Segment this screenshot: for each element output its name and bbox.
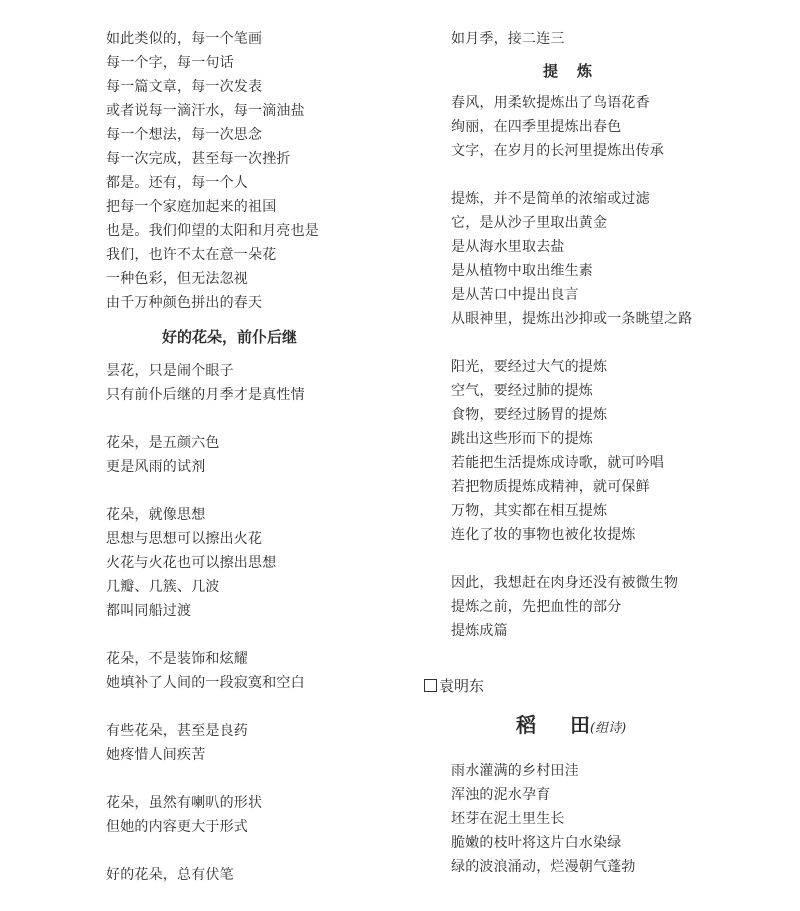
stanza-gap	[106, 479, 406, 503]
poem-line: 阳光，要经过大气的提炼	[451, 359, 608, 375]
poem-line: 从眼神里，提炼出沙抑或一条眺望之路	[451, 311, 693, 327]
poem-line: 提炼成篇	[451, 623, 508, 639]
author-byline	[424, 676, 484, 696]
poem-line: 跳出这些形而下的提炼	[451, 431, 593, 447]
poem-line: 提炼之前，先把血性的部分	[451, 599, 622, 615]
bottom-stanza	[451, 759, 751, 879]
poem-line: 都是。还有，每一个人	[106, 175, 248, 191]
poem-line: 花朵，是五颜六色	[106, 435, 220, 451]
poem-line: 每一篇文章，每一次发表	[106, 79, 263, 95]
right-column	[451, 27, 751, 643]
poem-line: 脆嫩的枝叶将这片白水染绿	[451, 835, 622, 851]
poem-line: 如此类似的，每一个笔画	[106, 31, 263, 47]
poem-line: 每一次完成，甚至每一次挫折	[106, 151, 291, 167]
poem-line: 她疼惜人间疾苦	[106, 747, 206, 763]
left-column	[106, 27, 406, 887]
poem-line: 但她的内容更大于形式	[106, 819, 248, 835]
poem-line: 坯芽在泥土里生长	[451, 811, 565, 827]
stanza-gap	[451, 163, 751, 187]
poem-title	[516, 710, 626, 744]
poem-line: 万物，其实都在相互提炼	[451, 503, 608, 519]
section-subtitle: 提 炼	[543, 62, 595, 80]
poem-line: 是从海水里取去盐	[451, 239, 565, 255]
section-subtitle: 好的花朵，前仆后继	[162, 328, 298, 346]
poem-line: 提炼，并不是简单的浓缩或过滤	[451, 191, 650, 207]
stanza-gap	[106, 623, 406, 647]
poem-line: 也是。我们仰望的太阳和月亮也是	[106, 223, 319, 239]
author-name: 袁明东	[439, 677, 485, 695]
poem-line: 春风，用柔软提炼出了鸟语花香	[451, 95, 650, 111]
poem-line: 空气，要经过肺的提炼	[451, 383, 593, 399]
poem-title-char: 稻	[516, 713, 536, 737]
poem-line: 更是风雨的试剂	[106, 459, 206, 475]
poem-line: 我们，也许不太在意一朵花	[106, 247, 277, 263]
poem-line: 由千万种颜色拼出的春天	[106, 295, 263, 311]
poem-line: 花朵，虽然有喇叭的形状	[106, 795, 263, 811]
stanza-gap	[106, 767, 406, 791]
poem-line: 有些花朵，甚至是良药	[106, 723, 248, 739]
poem-line: 浑浊的泥水孕育	[451, 787, 551, 803]
stanza-gap	[451, 547, 751, 571]
poem-line: 一种色彩，但无法忽视	[106, 271, 248, 287]
poem-title-char: 田	[570, 713, 590, 737]
poem-line: 好的花朵，总有伏笔	[106, 867, 234, 883]
poem-line: 若把物质提炼成精神，就可保鲜	[451, 479, 650, 495]
poem-line: 连化了妆的事物也被化妆提炼	[451, 527, 636, 543]
poem-line: 把每一个家庭加起来的祖国	[106, 199, 277, 215]
poem-line: 若能把生活提炼成诗歌，就可吟唱	[451, 455, 664, 471]
poem-title-suffix: (组诗)	[590, 721, 627, 736]
poem-line: 或者说每一滴汗水，每一滴油盐	[106, 103, 305, 119]
poem-line: 它，是从沙子里取出黄金	[451, 215, 608, 231]
poem-line: 因此，我想赶在肉身还没有被微生物	[451, 575, 679, 591]
poem-line: 是从苦口中提出良言	[451, 287, 579, 303]
poem-line: 绿的波浪涌动，烂漫朝气蓬勃	[451, 859, 636, 875]
poem-line: 文字，在岁月的长河里提炼出传承	[451, 143, 664, 159]
poem-line: 思想与思想可以擦出火花	[106, 531, 263, 547]
poem-line: 花朵，不是装饰和炫耀	[106, 651, 248, 667]
poem-line: 雨水灌满的乡村田洼	[451, 763, 579, 779]
poem-line: 都叫同船过渡	[106, 603, 192, 619]
poem-line: 如月季，接二连三	[451, 31, 565, 47]
stanza-gap	[106, 407, 406, 431]
poem-line: 几瓣、几簇、几波	[106, 579, 220, 595]
poem-line: 只有前仆后继的月季才是真性情	[106, 387, 305, 403]
poem-line: 食物，要经过肠胃的提炼	[451, 407, 608, 423]
poem-line: 每一个字，每一句话	[106, 55, 234, 71]
poem-line: 每一个想法，每一次思念	[106, 127, 263, 143]
poem-line: 昙花，只是闹个眼子	[106, 363, 234, 379]
square-box-icon	[424, 679, 437, 692]
poem-line: 花朵，就像思想	[106, 507, 206, 523]
poem-line: 绚丽，在四季里提炼出春色	[451, 119, 622, 135]
poem-line: 火花与火花也可以擦出思想	[106, 555, 277, 571]
stanza-gap	[451, 331, 751, 355]
poem-line: 她填补了人间的一段寂寞和空白	[106, 675, 305, 691]
stanza-gap	[106, 839, 406, 863]
poem-line: 是从植物中取出维生素	[451, 263, 593, 279]
stanza-gap	[106, 695, 406, 719]
stanza	[106, 27, 406, 315]
